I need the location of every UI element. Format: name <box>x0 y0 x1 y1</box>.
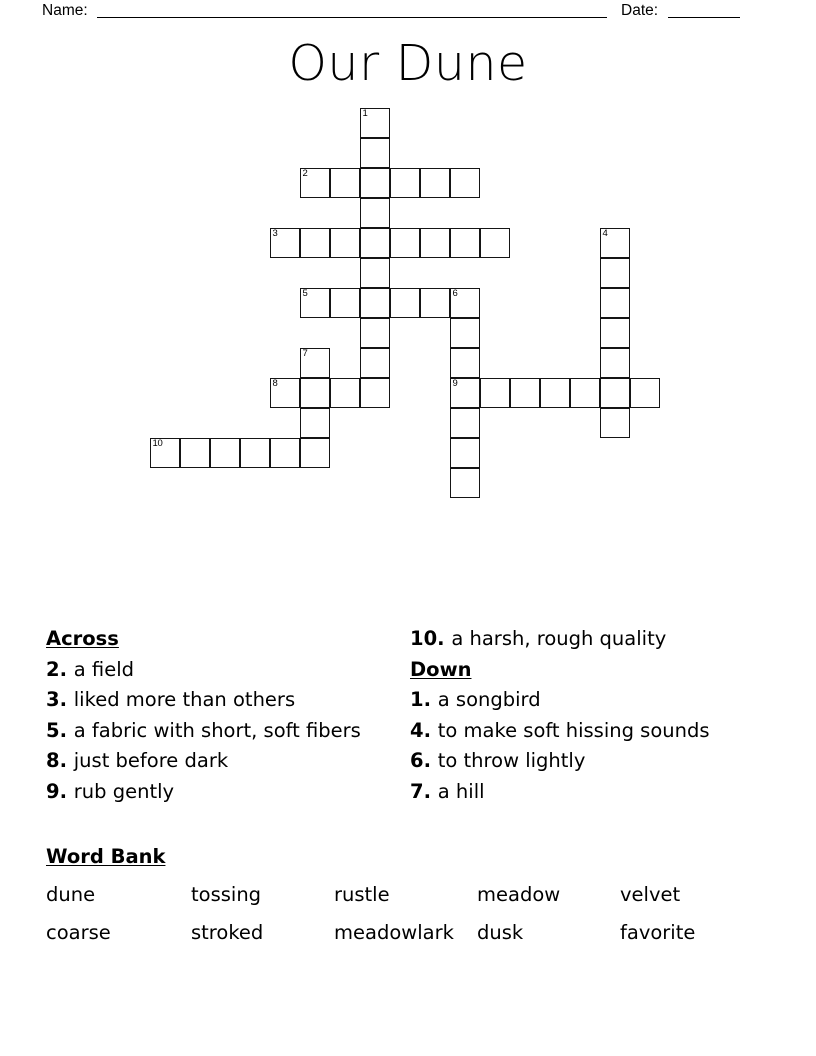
crossword-cell[interactable] <box>390 228 420 258</box>
crossword-cell[interactable] <box>450 228 480 258</box>
crossword-cell[interactable] <box>360 258 390 288</box>
clue-text: a hill <box>437 779 485 803</box>
clue-text: to throw lightly <box>437 749 586 772</box>
crossword-cell[interactable] <box>270 438 300 468</box>
clue-text: a fabric with short, soft fibers <box>73 718 361 742</box>
cell-number-7: 7 <box>302 348 308 359</box>
word-bank-word: meadow <box>477 883 561 906</box>
crossword-cell-7[interactable] <box>300 348 330 378</box>
clue-number: 10. <box>410 627 452 650</box>
crossword-cell-6[interactable] <box>450 288 480 318</box>
crossword-cell[interactable] <box>240 438 270 468</box>
word-bank-heading: Word Bank <box>46 845 166 868</box>
crossword-cell-5[interactable] <box>300 288 330 318</box>
clue-text: to make soft hissing sounds <box>437 718 710 742</box>
cell-number-5: 5 <box>302 288 308 299</box>
crossword-cell[interactable] <box>330 378 360 408</box>
clue-2 <box>46 655 398 686</box>
crossword-cell[interactable] <box>390 288 420 318</box>
crossword-cell-4[interactable] <box>600 228 630 258</box>
crossword-cell[interactable] <box>600 258 630 288</box>
crossword-cell[interactable] <box>450 318 480 348</box>
crossword-cell[interactable] <box>420 288 450 318</box>
word-bank-word: coarse <box>46 921 111 944</box>
crossword-cell[interactable] <box>360 138 390 168</box>
cell-number-3: 3 <box>272 228 278 239</box>
crossword-cell[interactable] <box>480 378 510 408</box>
crossword-cell[interactable] <box>600 348 630 378</box>
clue-number: 4. <box>410 718 438 742</box>
word-bank-word: meadowlark <box>334 921 454 944</box>
crossword-cell[interactable] <box>450 408 480 438</box>
word-bank-row <box>46 876 746 914</box>
clue-7 <box>410 777 750 808</box>
date-label: Date: <box>621 2 659 19</box>
crossword-cell[interactable] <box>180 438 210 468</box>
crossword-cell[interactable] <box>300 408 330 438</box>
word-bank-section <box>46 842 776 952</box>
crossword-cell[interactable] <box>300 228 330 258</box>
word-bank-table <box>46 876 746 952</box>
crossword-cell-9[interactable] <box>450 378 480 408</box>
clue-3 <box>46 685 398 716</box>
crossword-cell[interactable] <box>420 168 450 198</box>
clue-4 <box>410 716 750 747</box>
clue-text: a harsh, rough quality <box>451 627 667 650</box>
clue-number: 5. <box>46 718 74 742</box>
crossword-cell[interactable] <box>600 378 630 408</box>
crossword-cell[interactable] <box>600 408 630 438</box>
crossword-cell-10[interactable] <box>150 438 180 468</box>
clue-number: 6. <box>410 749 438 772</box>
clue-6 <box>410 746 750 777</box>
clue-number: 7. <box>410 779 438 803</box>
across-heading: Across <box>46 627 119 650</box>
crossword-cell[interactable] <box>390 168 420 198</box>
crossword-cell[interactable] <box>450 438 480 468</box>
clue-number: 8. <box>46 749 74 772</box>
crossword-cell[interactable] <box>330 228 360 258</box>
crossword-cell[interactable] <box>510 378 540 408</box>
crossword-cell[interactable] <box>360 348 390 378</box>
word-bank-word: stroked <box>191 921 264 944</box>
crossword-cell-2[interactable] <box>300 168 330 198</box>
clue-text: just before dark <box>73 749 229 772</box>
name-label: Name: <box>42 2 88 19</box>
crossword-cell[interactable] <box>450 468 480 498</box>
crossword-cell[interactable] <box>450 348 480 378</box>
word-bank-word: rustle <box>334 883 390 906</box>
crossword-cell[interactable] <box>300 378 330 408</box>
clue-8 <box>46 746 398 777</box>
crossword-cell[interactable] <box>330 288 360 318</box>
crossword-cell[interactable] <box>360 168 390 198</box>
crossword-cell[interactable] <box>300 438 330 468</box>
word-bank-word: favorite <box>620 921 696 944</box>
cell-number-6: 6 <box>452 288 458 299</box>
crossword-cell[interactable] <box>360 198 390 228</box>
clue-number: 3. <box>46 688 74 711</box>
crossword-cell[interactable] <box>480 228 510 258</box>
clues-column-left <box>46 624 398 807</box>
clue-text: rub gently <box>73 779 175 803</box>
cell-number-8: 8 <box>272 378 278 389</box>
cell-number-9: 9 <box>452 378 458 389</box>
word-bank-word: tossing <box>191 883 262 906</box>
cell-number-1: 1 <box>362 108 368 119</box>
crossword-cell[interactable] <box>600 318 630 348</box>
crossword-cell-8[interactable] <box>270 378 300 408</box>
clue-10 <box>410 624 750 655</box>
clue-5 <box>46 716 398 747</box>
crossword-cell[interactable] <box>630 378 660 408</box>
clue-1 <box>410 685 750 716</box>
crossword-cell[interactable] <box>600 288 630 318</box>
crossword-cell[interactable] <box>360 378 390 408</box>
cell-number-2: 2 <box>302 168 308 179</box>
crossword-cell-1[interactable] <box>360 108 390 138</box>
cell-number-4: 4 <box>602 228 608 239</box>
down-heading: Down <box>410 657 472 681</box>
crossword-cell-3[interactable] <box>270 228 300 258</box>
word-bank-word: velvet <box>620 883 681 906</box>
crossword-cell[interactable] <box>540 378 570 408</box>
page-title: Our Dune <box>288 35 528 92</box>
cell-number-10: 10 <box>152 438 163 449</box>
word-bank-row <box>46 914 746 952</box>
clue-text: a songbird <box>437 688 541 711</box>
crossword-cell[interactable] <box>420 228 450 258</box>
crossword-cell[interactable] <box>210 438 240 468</box>
crossword-cell[interactable] <box>360 228 390 258</box>
word-bank-word: dusk <box>477 921 524 944</box>
clue-number: 9. <box>46 779 74 803</box>
clue-number: 2. <box>46 657 74 681</box>
crossword-cell[interactable] <box>360 288 390 318</box>
crossword-cell[interactable] <box>360 318 390 348</box>
crossword-cell[interactable] <box>570 378 600 408</box>
crossword-cell[interactable] <box>450 168 480 198</box>
clue-text: a field <box>73 657 134 681</box>
clues-column-right <box>410 624 750 807</box>
clue-9 <box>46 777 398 808</box>
clue-text: liked more than others <box>73 688 296 711</box>
clue-number: 1. <box>410 688 438 711</box>
crossword-cell[interactable] <box>330 168 360 198</box>
word-bank-word: dune <box>46 883 96 906</box>
